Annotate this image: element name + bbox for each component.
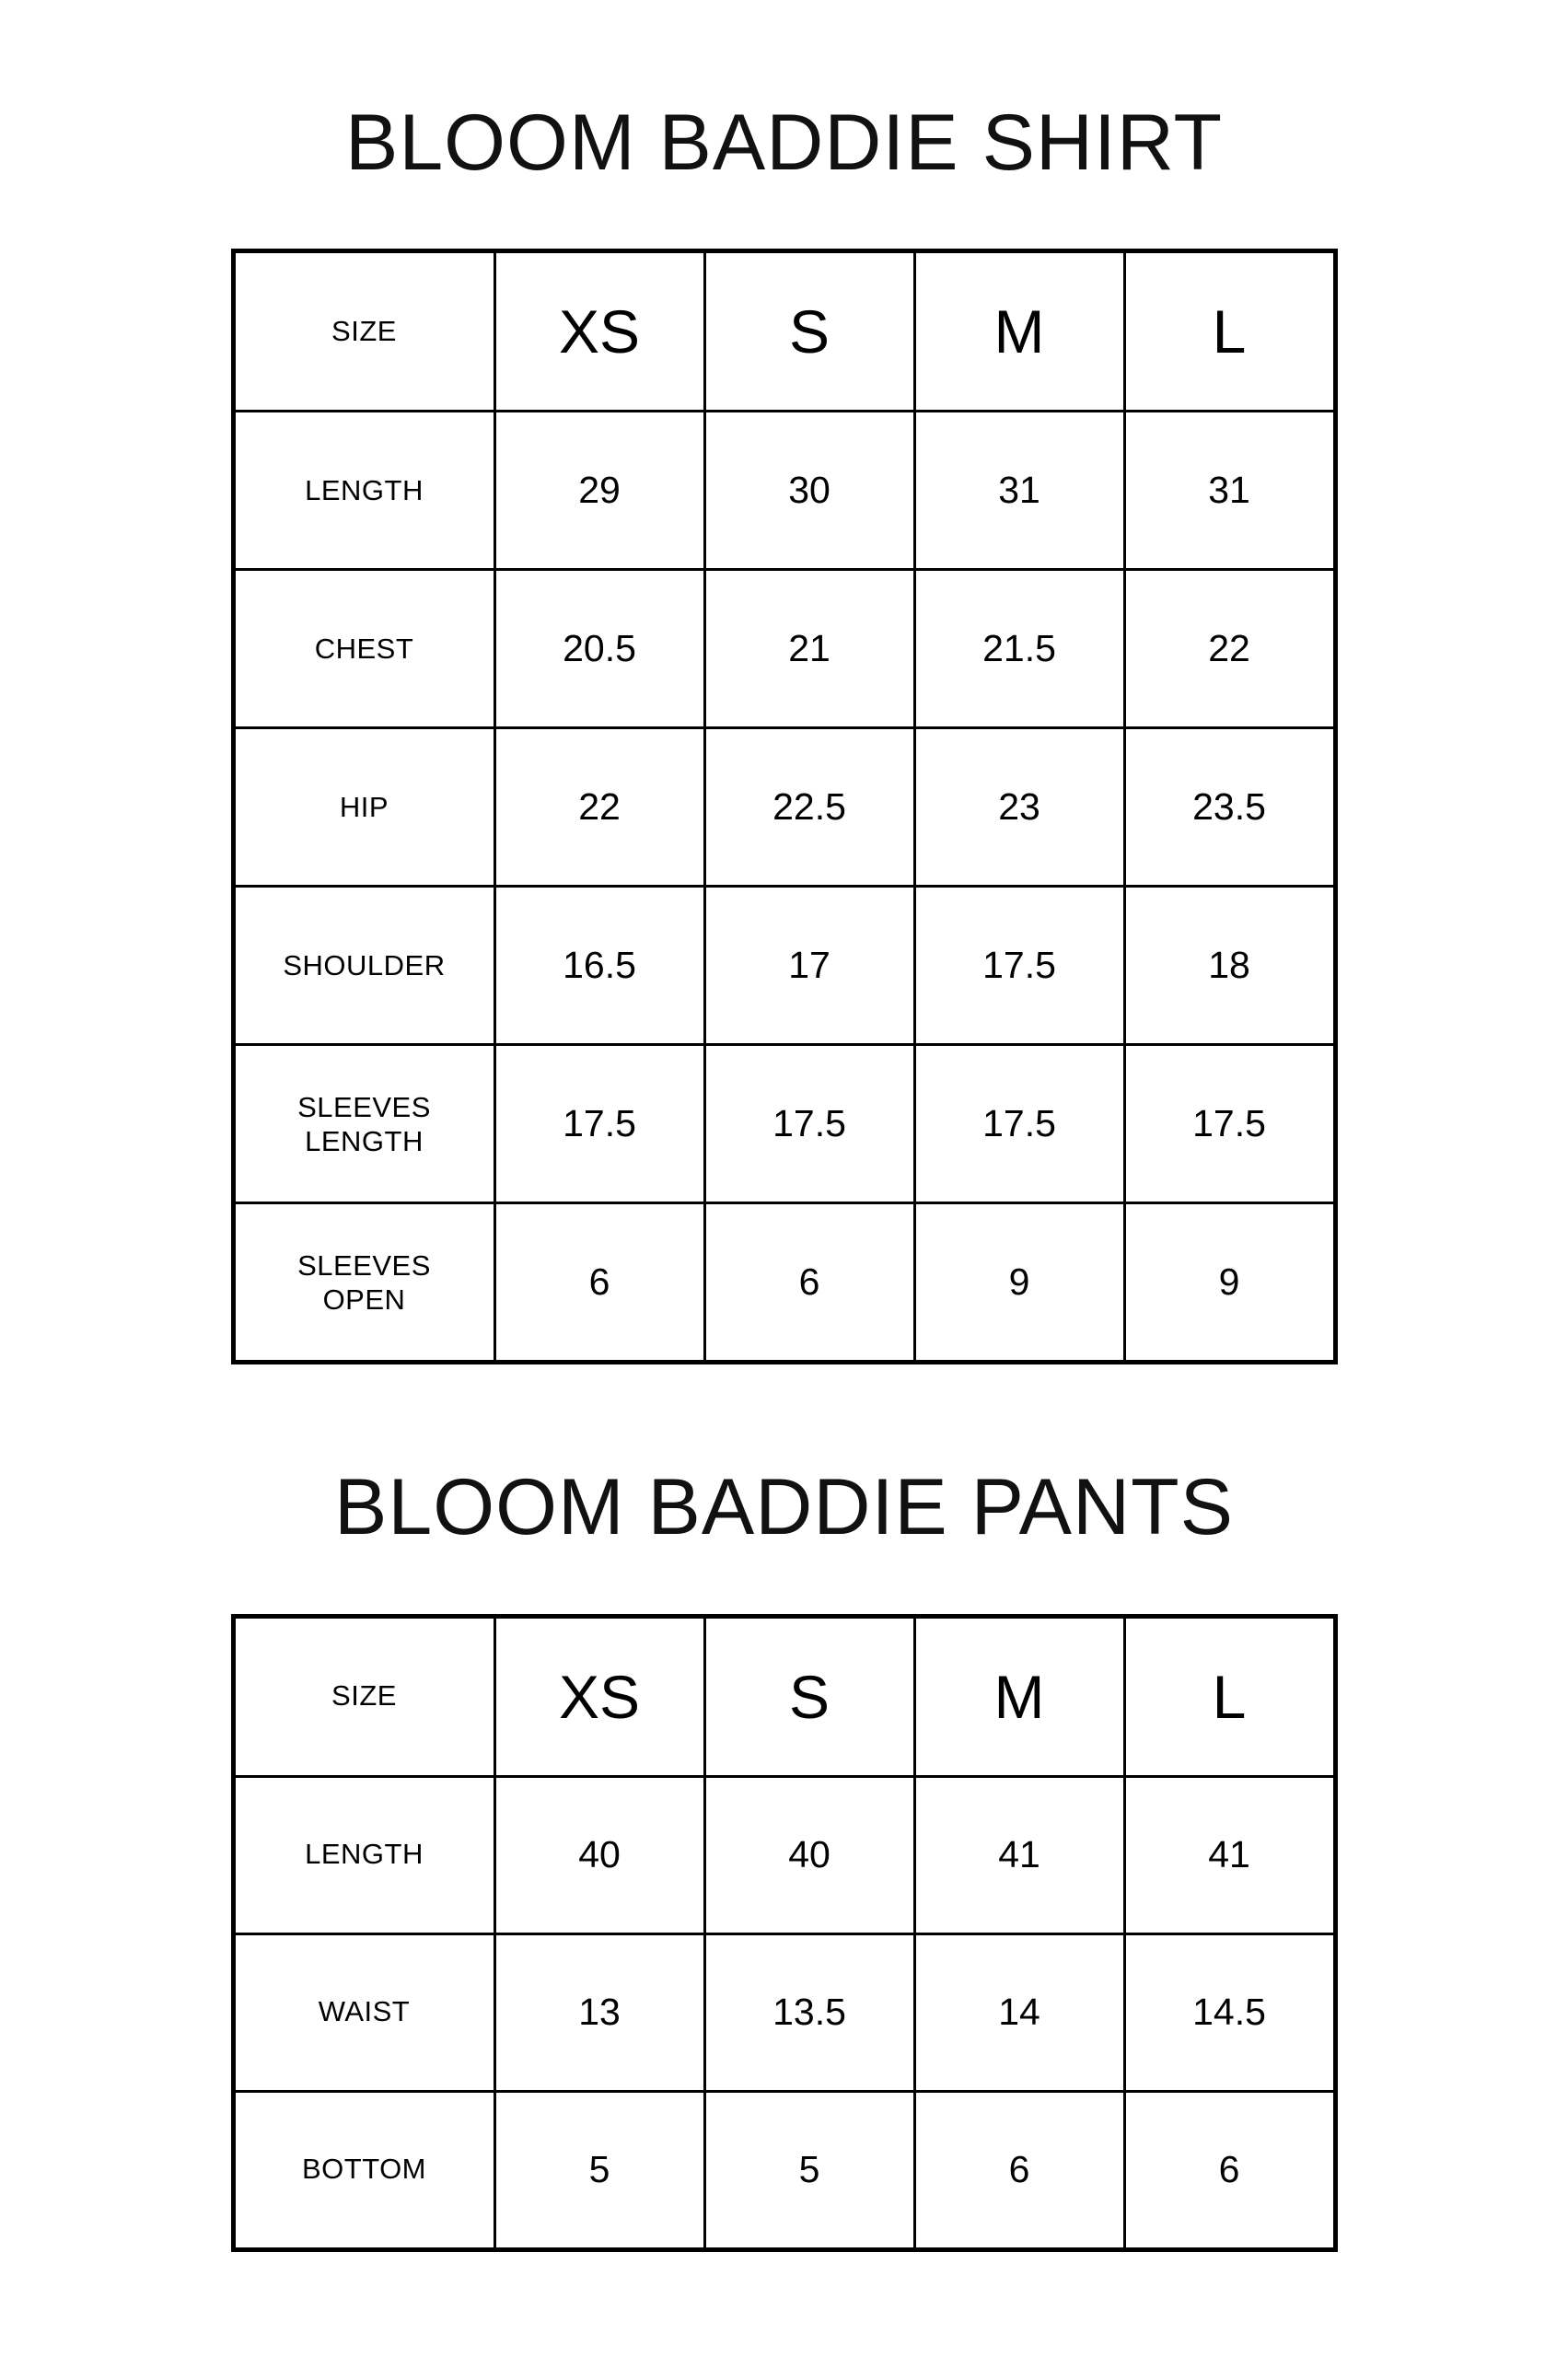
header-size-label: SIZE — [233, 1616, 494, 1776]
cell-length-l: 41 — [1124, 1776, 1335, 1933]
table-row — [233, 412, 1335, 570]
cell-chest-l: 22 — [1124, 570, 1335, 728]
table-row — [233, 2091, 1335, 2249]
cell-bottom-l: 6 — [1124, 2091, 1335, 2249]
cell-shoulder-l: 18 — [1124, 887, 1335, 1045]
cell-sleeves-length-l: 17.5 — [1124, 1045, 1335, 1203]
row-label-length: LENGTH — [233, 412, 494, 570]
table-header-row — [233, 1616, 1335, 1776]
cell-sleeves-open-l: 9 — [1124, 1203, 1335, 1363]
cell-waist-s: 13.5 — [704, 1933, 914, 2091]
cell-length-l: 31 — [1124, 412, 1335, 570]
cell-length-s: 30 — [704, 412, 914, 570]
table-row — [233, 570, 1335, 728]
cell-shoulder-m: 17.5 — [914, 887, 1124, 1045]
shirt-size-chart-section — [0, 101, 1568, 1364]
header-size-m: M — [914, 251, 1124, 412]
cell-shoulder-s: 17 — [704, 887, 914, 1045]
section-spacer — [0, 1364, 1568, 1466]
pants-table-wrapper — [0, 1614, 1568, 2252]
header-size-s: S — [704, 1616, 914, 1776]
row-label-sleeves-length-line1: SLEEVES — [297, 1090, 431, 1123]
shirt-chart-title: BLOOM BADDIE SHIRT — [344, 99, 1224, 187]
table-row — [233, 1776, 1335, 1933]
cell-hip-s: 22.5 — [704, 728, 914, 887]
cell-length-xs: 29 — [494, 412, 704, 570]
row-label-sleeves-open-line1: SLEEVES — [297, 1248, 431, 1282]
row-label-chest: CHEST — [233, 570, 494, 728]
cell-hip-m: 23 — [914, 728, 1124, 887]
row-label-bottom: BOTTOM — [233, 2091, 494, 2249]
row-label-shoulder: SHOULDER — [233, 887, 494, 1045]
header-size-s: S — [704, 251, 914, 412]
table-header-row — [233, 251, 1335, 412]
row-label-sleeves-open — [233, 1203, 494, 1363]
header-size-label: SIZE — [233, 251, 494, 412]
cell-hip-xs: 22 — [494, 728, 704, 887]
cell-chest-m: 21.5 — [914, 570, 1124, 728]
cell-sleeves-length-xs: 17.5 — [494, 1045, 704, 1203]
cell-sleeves-length-m: 17.5 — [914, 1045, 1124, 1203]
header-size-m: M — [914, 1616, 1124, 1776]
cell-bottom-m: 6 — [914, 2091, 1124, 2249]
table-row — [233, 1203, 1335, 1363]
cell-sleeves-length-s: 17.5 — [704, 1045, 914, 1203]
header-size-l: L — [1124, 251, 1335, 412]
cell-chest-xs: 20.5 — [494, 570, 704, 728]
cell-sleeves-open-s: 6 — [704, 1203, 914, 1363]
cell-length-xs: 40 — [494, 1776, 704, 1933]
cell-waist-l: 14.5 — [1124, 1933, 1335, 2091]
cell-length-m: 41 — [914, 1776, 1124, 1933]
cell-bottom-xs: 5 — [494, 2091, 704, 2249]
table-row — [233, 728, 1335, 887]
table-row — [233, 1045, 1335, 1203]
cell-chest-s: 21 — [704, 570, 914, 728]
row-label-hip: HIP — [233, 728, 494, 887]
cell-sleeves-open-m: 9 — [914, 1203, 1124, 1363]
cell-sleeves-open-xs: 6 — [494, 1203, 704, 1363]
row-label-sleeves-open-line2: OPEN — [322, 1283, 406, 1316]
pants-chart-title: BLOOM BADDIE PANTS — [334, 1463, 1234, 1552]
header-size-xs: XS — [494, 251, 704, 412]
cell-length-s: 40 — [704, 1776, 914, 1933]
cell-waist-xs: 13 — [494, 1933, 704, 2091]
row-label-waist: WAIST — [233, 1933, 494, 2091]
cell-length-m: 31 — [914, 412, 1124, 570]
shirt-table-wrapper — [0, 249, 1568, 1364]
row-label-length: LENGTH — [233, 1776, 494, 1933]
cell-waist-m: 14 — [914, 1933, 1124, 2091]
cell-hip-l: 23.5 — [1124, 728, 1335, 887]
row-label-sleeves-length-line2: LENGTH — [305, 1124, 424, 1157]
shirt-size-table — [231, 249, 1338, 1364]
table-row — [233, 1933, 1335, 2091]
pants-size-chart-section — [0, 1463, 1568, 2251]
header-size-l: L — [1124, 1616, 1335, 1776]
row-label-sleeves-length — [233, 1045, 494, 1203]
cell-bottom-s: 5 — [704, 2091, 914, 2249]
table-row — [233, 887, 1335, 1045]
header-size-xs: XS — [494, 1616, 704, 1776]
pants-size-table — [231, 1614, 1338, 2252]
cell-shoulder-xs: 16.5 — [494, 887, 704, 1045]
